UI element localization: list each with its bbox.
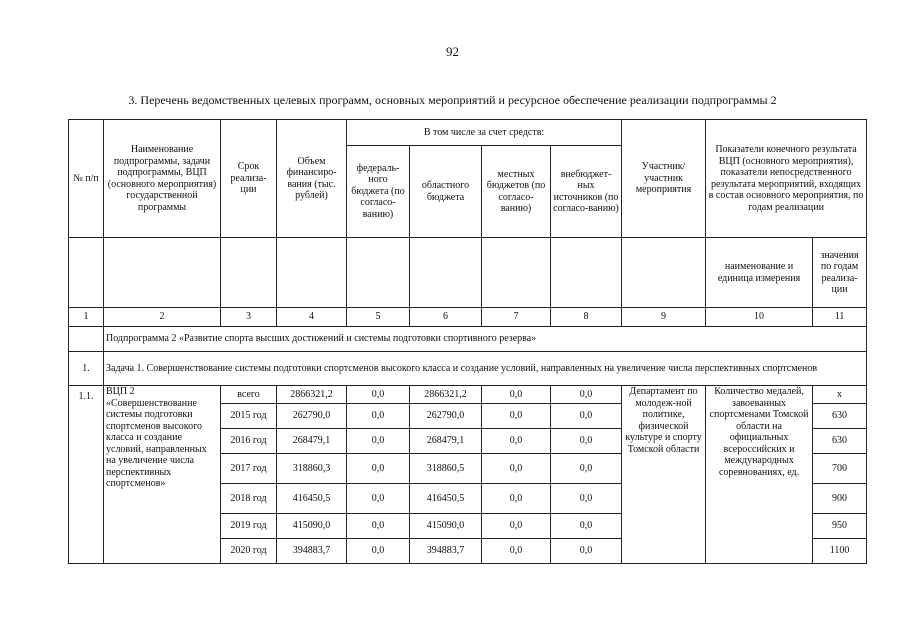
program-local: 0,0 [482,404,551,429]
program-local: 0,0 [482,539,551,564]
header-indicator-name: наименование и единица измерения [706,238,813,308]
task-number: 1. [69,352,104,386]
program-regional: 394883,7 [410,539,482,564]
header-name: Наименование подпрограммы, задачи подпрограммы, ВЦП (основного мероприятия) государственной программы [104,120,221,238]
header-term: Срок реализа-ции [221,120,277,238]
column-number: 1 [69,308,104,327]
header-number: № п/п [69,120,104,238]
program-volume: 394883,7 [277,539,347,564]
program-local: 0,0 [482,429,551,454]
program-regional: 416450,5 [410,484,482,514]
program-row [69,386,867,404]
program-term: 2017 год [221,454,277,484]
program-extra: 0,0 [551,404,622,429]
program-volume: 318860,3 [277,454,347,484]
program-regional: 268479,1 [410,429,482,454]
program-federal: 0,0 [347,539,410,564]
program-extra: 0,0 [551,454,622,484]
header-extra-cont [551,238,622,308]
column-number: 6 [410,308,482,327]
program-term: 2020 год [221,539,277,564]
program-extra: 0,0 [551,429,622,454]
column-number: 3 [221,308,277,327]
header-participant: Участник/ участник мероприятия [622,120,706,238]
indicator-value: 700 [813,454,867,484]
header-federal: федераль-ного бюджета (по согласо-ванию) [347,146,410,238]
program-local: 0,0 [482,484,551,514]
indicator-value: 1100 [813,539,867,564]
program-volume: 262790,0 [277,404,347,429]
column-number: 5 [347,308,410,327]
indicator-value: 630 [813,429,867,454]
header-indicators-group: Показатели конечного результата ВЦП (основного мероприятия), показатели непосредственного результата мероприятий, входящих в состав основного мероприятия, по годам реализации [706,120,867,238]
indicator-value: х [813,386,867,404]
program-volume: 415090,0 [277,514,347,539]
program-volume: 2866321,2 [277,386,347,404]
subprogram-number-cell [69,327,104,352]
column-number-row [69,308,867,327]
program-extra: 0,0 [551,539,622,564]
header-volume-cont [277,238,347,308]
header-indicator-values: значения по годам реализа-ции [813,238,867,308]
header-regional: областного бюджета [410,146,482,238]
indicator-name: Количество медалей, завоеванных спортсменами Томской области на официальных всероссийских и международных соревнованиях, ед. [706,386,813,564]
program-term: 2015 год [221,404,277,429]
program-federal: 0,0 [347,386,410,404]
column-number: 11 [813,308,867,327]
program-volume: 416450,5 [277,484,347,514]
header-local-cont [482,238,551,308]
program-extra: 0,0 [551,484,622,514]
program-term: 2019 год [221,514,277,539]
program-term: 2016 год [221,429,277,454]
program-local: 0,0 [482,514,551,539]
header-name-cont [104,238,221,308]
program-number: 1.1. [69,386,104,564]
header-volume: Объем финансиро-вания (тыс. рублей) [277,120,347,238]
program-table [68,119,867,564]
indicator-value: 900 [813,484,867,514]
program-participant: Департамент по молодеж-ной политике, физической культуре и спорту Томской области [622,386,706,564]
indicator-value: 950 [813,514,867,539]
header-federal-cont [347,238,410,308]
program-regional: 318860,5 [410,454,482,484]
header-funds-group: В том числе за счет средств: [347,120,622,146]
header-participant-cont [622,238,706,308]
program-federal: 0,0 [347,404,410,429]
program-name: ВЦП 2 «Совершенствование системы подготовки спортсменов высокого класса и создание условий, направленных на увеличение числа перспективных спортсменов» [104,386,221,564]
document-title: 3. Перечень ведомственных целевых программ, основных мероприятий и ресурсное обеспечение реализации подпрограммы 2 [128,93,777,107]
header-regional-cont [410,238,482,308]
column-number: 7 [482,308,551,327]
program-federal: 0,0 [347,454,410,484]
indicator-value: 630 [813,404,867,429]
program-term: всего [221,386,277,404]
column-number: 10 [706,308,813,327]
column-number: 8 [551,308,622,327]
header-row-1 [69,120,867,146]
program-regional: 262790,0 [410,404,482,429]
header-row-3 [69,238,867,308]
header-local: местных бюджетов (по согласо-ванию) [482,146,551,238]
program-regional: 2866321,2 [410,386,482,404]
program-volume: 268479,1 [277,429,347,454]
program-federal: 0,0 [347,484,410,514]
header-extra: внебюджет-ных источников (по согласо-ванию) [551,146,622,238]
program-local: 0,0 [482,386,551,404]
header-number-cont [69,238,104,308]
program-extra: 0,0 [551,514,622,539]
program-federal: 0,0 [347,429,410,454]
program-term: 2018 год [221,484,277,514]
header-term-cont [221,238,277,308]
subprogram-title: Подпрограмма 2 «Развитие спорта высших достижений и системы подготовки спортивного резерва» [104,327,867,352]
page-number: 92 [446,44,459,59]
program-extra: 0,0 [551,386,622,404]
program-local: 0,0 [482,454,551,484]
column-number: 2 [104,308,221,327]
subprogram-row [69,327,867,352]
column-number: 4 [277,308,347,327]
program-federal: 0,0 [347,514,410,539]
task-row [69,352,867,386]
task-title: Задача 1. Совершенствование системы подготовки спортсменов высокого класса и создание условий, направленных на увеличение числа перспективных спортсменов [104,352,867,386]
program-regional: 415090,0 [410,514,482,539]
column-number: 9 [622,308,706,327]
